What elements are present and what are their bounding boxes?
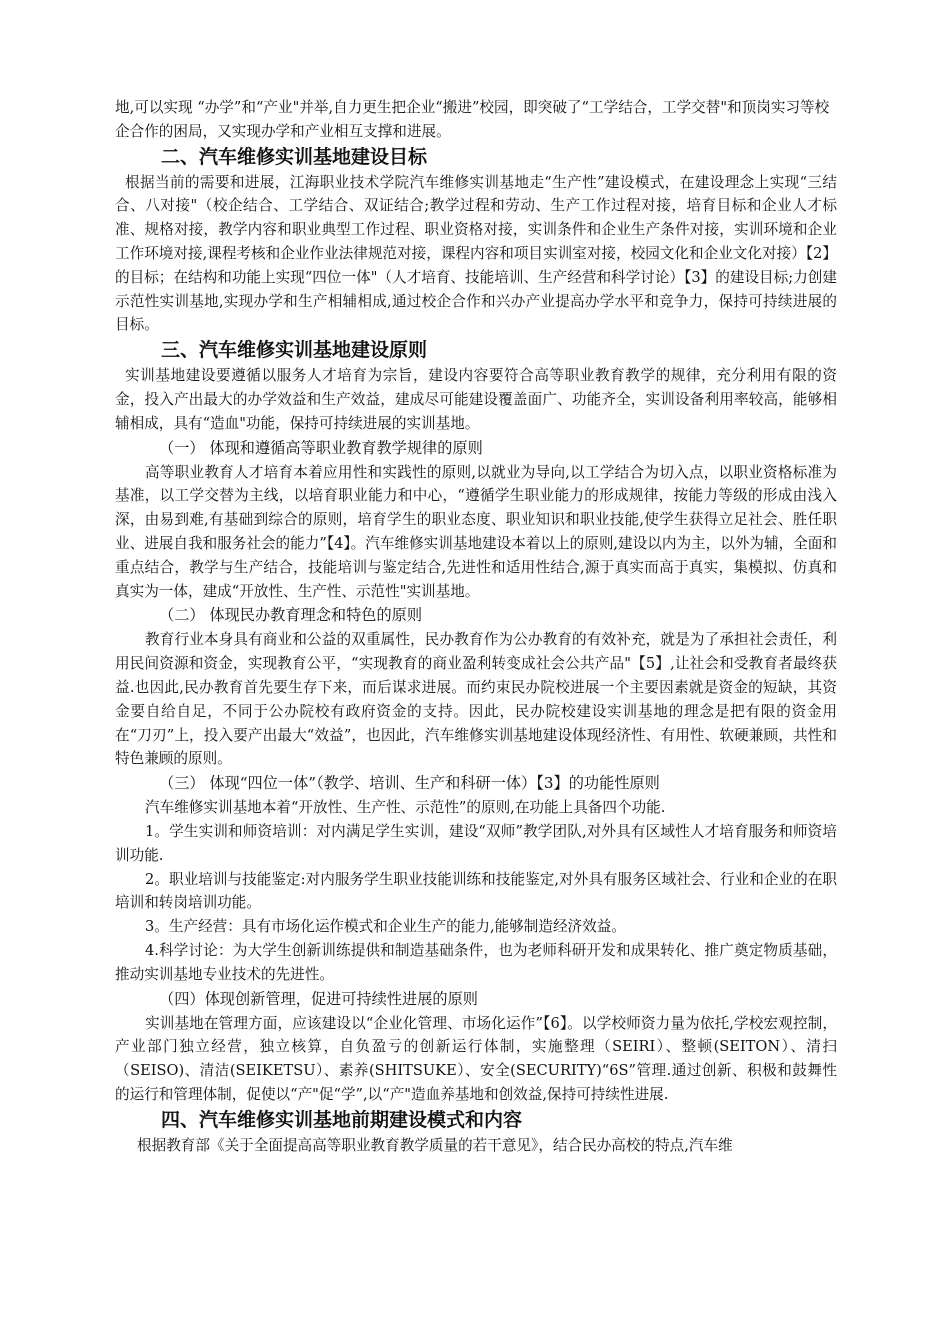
subheading-4: （四）体现创新管理，促进可持续性进展的原则: [159, 989, 478, 1008]
subheading-3: （三） 体现“四位一体”（教学、培训、生产和科研一体）【3】的功能性原则: [159, 774, 660, 793]
paragraph-functions-intro: 汽车维修实训基地本着“开放性、生产性、示范性”的原则,在功能上具备四个功能.: [145, 799, 666, 817]
list-item-function-1: 1。学生实训和师资培训：对内满足学生实训，建设“双师”教学团队,对外具有区域性人才培育服务和师资培训功能.: [115, 822, 837, 864]
paragraph-continuation: 地,可以实现 “办学”和“产业"并举,自力更生把企业“搬进”校园，即突破了“工学结合，工学交替"和顶岗实习等校企合作的困局，又实现办学和产业相互支撑和进展。: [115, 99, 830, 140]
section-heading-4: 四、汽车维修实训基地前期建设模式和内容: [161, 1108, 523, 1131]
paragraph-rule-2: 教育行业本身具有商业和公益的双重属性，民办教育作为公办教育的有效补充，就是为了承担社会责任，利用民间资源和资金，实现教育公平，“实现教育的商业盈利转变成社会公共产品"【5】,让社会和受教育者最终获益.也因此,民办教育首先要生存下来，而后谋求进展。而约束民办院校进展一个主要因素就是资金的短缺，其资金要自给自足，不同于公办院校有政府资金的支持。因此，民办院校建设实训基地的理念是把有限的资金用在“刀刃”上，投入要产出最大“效益”，也因此，汽车维修实训基地建设体现经济性、有用性、软硬兼顾，共性和特色兼顾的原则。: [115, 631, 837, 768]
section-heading-2: 二、汽车维修实训基地建设目标: [161, 145, 428, 168]
paragraph-goals: 根据当前的需要和进展，江海职业技术学院汽车维修实训基地走“生产性”建设模式，在建设理念上实现“三结合、八对接"（校企结合、工学结合、双证结合;教学过程和劳动、生产工作过程对接，培育目标和企业人才标准、规格对接，教学内容和职业典型工作过程、职业资格对接，实训条件和企业生产条件对接，实训环境和企业工作环境对接,课程考核和企业作业法律规范对接，课程内容和项目实训室对接，校园文化和企业文化对接）【2】的目标；在结构和功能上实现“四位一体"（人才培育、技能培训、生产经营和科学讨论）【3】的建设目标;力创建示范性实训基地,实现办学和生产相辅相成,通过校企合作和兴办产业提高办学水平和竞争力，保持可持续进展的目标。: [115, 173, 837, 334]
section-heading-3: 三、汽车维修实训基地建设原则: [161, 339, 428, 362]
paragraph-principles-intro: 实训基地建设要遵循以服务人才培育为宗旨，建设内容要符合高等职业教育教学的规律，充分利用有限的资金，投入产出最大的办学效益和生产效益，建成尽可能建设覆盖面广、功能齐全，实训设备利用率较高，能够相辅相成，具有“造血"功能，保持可持续进展的实训基地。: [115, 367, 837, 432]
list-item-function-3: 3。生产经营：具有市场化运作模式和企业生产的能力,能够制造经济效益。: [145, 918, 626, 936]
subheading-1: （一） 体现和遵循高等职业教育教学规律的原则: [159, 438, 483, 457]
list-item-function-2: 2。职业培训与技能鉴定:对内服务学生职业技能训练和技能鉴定,对外具有服务区域社会、行业和企业的在职培训和转岗培训功能。: [115, 870, 837, 912]
paragraph-management: 实训基地在管理方面，应该建设以“企业化管理、市场化运作”【6】。以学校师资力量为依托,学校宏观控制，产业部门独立经营，独立核算，自负盈亏的创新运行体制，实施整理（SEIRI）、整顿(SEITON）、清扫（SEISO)、清洁(SEIKETSU）、素养(SHITSUKE）、安全(SECURITY)“6S”管理.通过创新、积极和鼓舞性的运行和管理体制，促使以“产"促“学”,以“产"造血养基地和创效益,保持可持续性进展.: [115, 1014, 837, 1103]
subheading-2: （二） 体现民办教育理念和特色的原则: [159, 606, 423, 625]
paragraph-construction-mode: 根据教育部《关于全面提高高等职业教育教学质量的若干意见》，结合民办高校的特点,汽车维: [137, 1136, 733, 1154]
list-item-function-4: 4.科学讨论：为大学生创新训练提供和制造基础条件，也为老师科研开发和成果转化、推广奠定物质基础，推动实训基地专业技术的先进性。: [115, 941, 837, 983]
document-page: [115, 96, 837, 1157]
paragraph-rule-1: 高等职业教育人才培育本着应用性和实践性的原则,以就业为导向,以工学结合为切入点，以职业资格标准为基准，以工学交替为主线，以培育职业能力和中心，“遵循学生职业能力的形成规律，按能力等级的形成由浅入深，由易到难,有基础到综合的原则，培育学生的职业态度、职业知识和职业技能,使学生获得立足社会、胜任职业、进展自我和服务社会的能力”【4】。汽车维修实训基地建设本着以上的原则,建设以内为主，以外为辅，全面和重点结合，教学与生产结合，技能培训与鉴定结合,先进性和适用性结合,源于真实而高于真实，集模拟、仿真和真实为一体，建成“开放性、生产性、示范性"实训基地。: [115, 463, 837, 600]
